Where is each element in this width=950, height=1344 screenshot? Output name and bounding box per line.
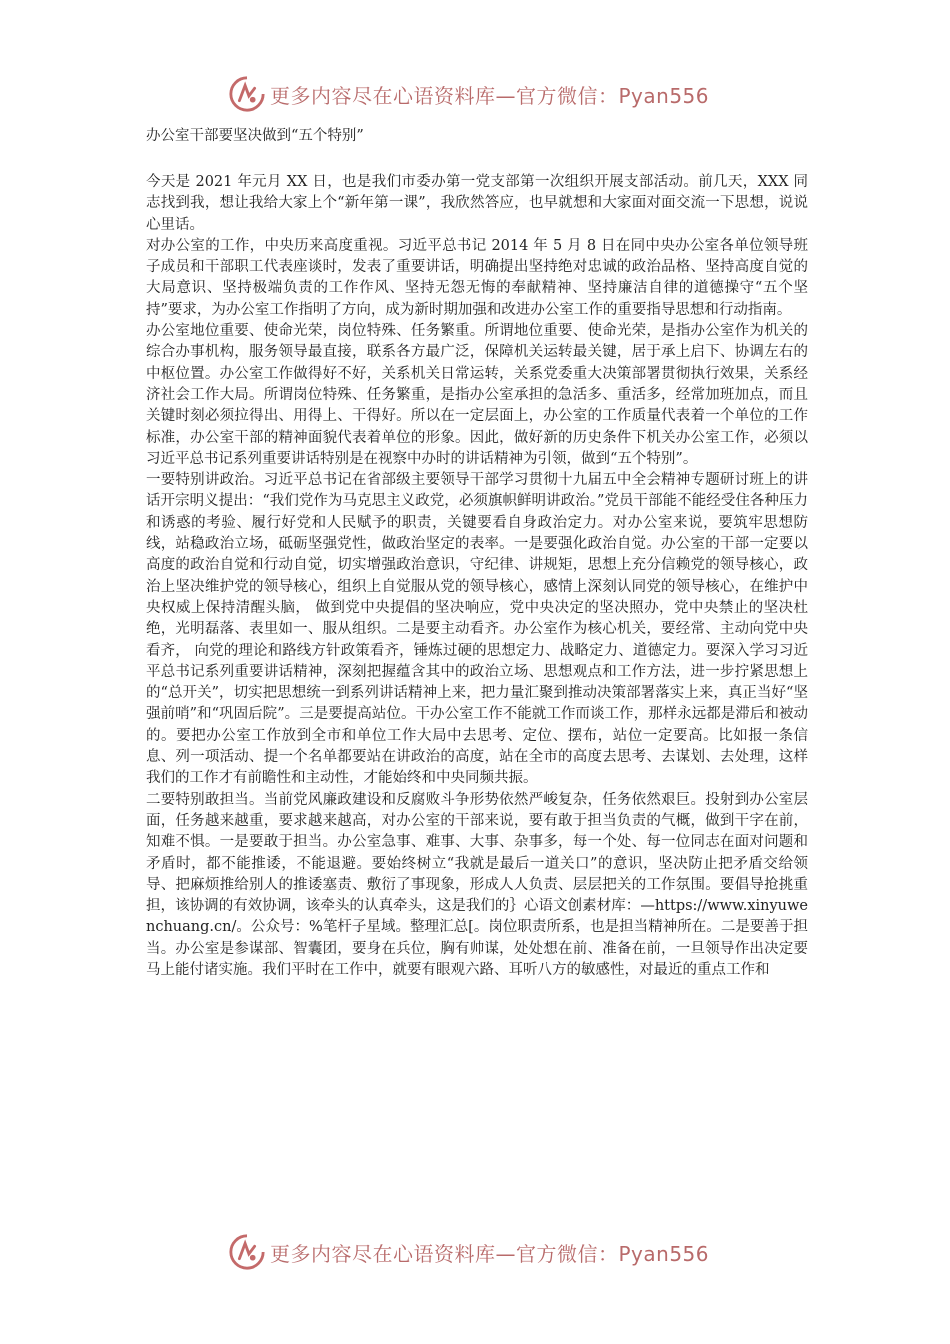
watermark-banner-top xyxy=(228,74,748,114)
paragraph-1: 今天是 2021 年元月 XX 日，也是我们市委办第一党支部第一次组织开展支部活动。前几天，XXX 同志找到我，想让我给大家上个“新年第一课”，我欣然答应，也早就想和大家面对面交流一下思想，说说心里话。 xyxy=(146,174,808,233)
watermark-logo-icon xyxy=(228,75,266,113)
watermark-text: 更多内容尽在心语资料库—官方微信：Pyan556 xyxy=(270,1241,710,1266)
paragraph-4: 一要特别讲政治。习近平总书记在省部级主要领导干部学习贯彻十九届五中全会精神专题研讨班上的讲话开宗明义提出：“我们党作为马克思主义政党，必须旗帜鲜明讲政治。”党员干部能不能经受住各种压力和诱惑的考验、履行好党和人民赋予的职责，关键要看自身政治定力。对办公室来说，要筑牢思想防线，站稳政治立场，砥砺坚强党性，做政治坚定的表率。一是要强化政治自觉。办公室的干部一定要以高度的政治自觉和行动自觉，切实增强政治意识，守纪律、讲规矩，思想上充分信赖党的领导核心，政治上坚决维护党的领导核心，组织上自觉服从党的领导核心，感情上深刻认同党的领导核心，在维护中央权威上保持清醒头脑， 做到党中央提倡的坚决响应，党中央决定的坚决照办，党中央禁止的坚决杜绝，光明磊落、表里如一、服从组织。二是要主动看齐。办公室作为核心机关，要经常、主动向党中央看齐， 向党的理论和路线方针政策看齐，锤炼过硬的思想定力、战略定力、道德定力。要深入学习习近平总书记系列重要讲话精神，深刻把握蕴含其中的政治立场、思想观点和工作方法，进一步拧紧思想上的“总开关”，切实把思想统一到系列讲话精神上来，把力量汇聚到推动决策部署落实上来，真正当好“坚强前哨”和“巩固后院”。三是要提高站位。干办公室工作不能就工作而谈工作，那样永远都是滞后和被动的。要把办公室工作放到全市和单位工作大局中去思考、定位、摆布，站位一定要高。比如报一条信息、列一项活动、提一个名单都要站在讲政治的高度，站在全市的高度去思考、去谋划、去处理，这样我们的工作才有前瞻性和主动性，才能始终和中央同频共振。 xyxy=(146,472,808,787)
document-body xyxy=(146,124,808,981)
document-title: 办公室干部要坚决做到“五个特别” xyxy=(146,128,364,144)
watermark-banner-bottom xyxy=(228,1232,748,1272)
watermark-logo-icon xyxy=(228,1233,266,1271)
paragraph-2: 对办公室的工作，中央历来高度重视。习近平总书记 2014 年 5 月 8 日在同中央办公室各单位领导班子成员和干部职工代表座谈时，发表了重要讲话，明确提出坚持绝对忠诚的政治品格、坚持高度自觉的大局意识、坚持极端负责的工作作风、坚持无怨无悔的奉献精神、坚持廉洁自律的道德操守“五个坚持”要求，为办公室工作指明了方向，成为新时期加强和改进办公室工作的重要指导思想和行动指南。 xyxy=(146,237,808,318)
paragraph-5: 二要特别敢担当。当前党风廉政建设和反腐败斗争形势依然严峻复杂，任务依然艰巨。投射到办公室层面，任务越来越重，要求越来越高，对办公室的干部来说，要有敢于担当负责的气概，做到干字在前，知难不惧。一是要敢于担当。办公室急事、难事、大事、杂事多，每一个处、每一位同志在面对问题和矛盾时，都不能推诿，不能退避。要始终树立“我就是最后一道关口”的意识，坚决防止把矛盾交给领导、把麻烦推给别人的推诿塞责、敷衍了事现象，形成人人负责、层层把关的工作氛围。要倡导抢挑重担，该协调的有效协调，该牵头的认真牵头，这是我们的｝心语文创素材库：—https://www.xinyuwenchuang.cn/。公众号：%笔杆子星域。整理汇总[。岗位职责所系，也是担当精神所在。二是要善于担当。办公室是参谋部、智囊团，要身在兵位，胸有帅谋，处处想在前、准备在前，一旦领导作出决定要马上能付诸实施。我们平时在工作中，就要有眼观六路、耳听八方的敏感性，对最近的重点工作和 xyxy=(146,791,808,978)
watermark-text: 更多内容尽在心语资料库—官方微信：Pyan556 xyxy=(270,83,710,108)
paragraph-3: 办公室地位重要、使命光荣，岗位特殊、任务繁重。所谓地位重要、使命光荣，是指办公室作为机关的综合办事机构，服务领导最直接，联系各方最广泛，保障机关运转最关键，居于承上启下、协调左右的中枢位置。办公室工作做得好不好，关系机关日常运转，关系党委重大决策部署贯彻执行效果，关系经济社会工作大局。所谓岗位特殊、任务繁重，是指办公室承担的急活多、重活多，经常加班加点，而且关键时刻必须拉得出、用得上、干得好。所以在一定层面上，办公室的工作质量代表着一个单位的工作标准，办公室干部的精神面貌代表着单位的形象。因此，做好新的历史条件下机关办公室工作，必须以习近平总书记系列重要讲话特别是在视察中办时的讲话精神为引领，做到“五个特别”。 xyxy=(146,323,808,467)
